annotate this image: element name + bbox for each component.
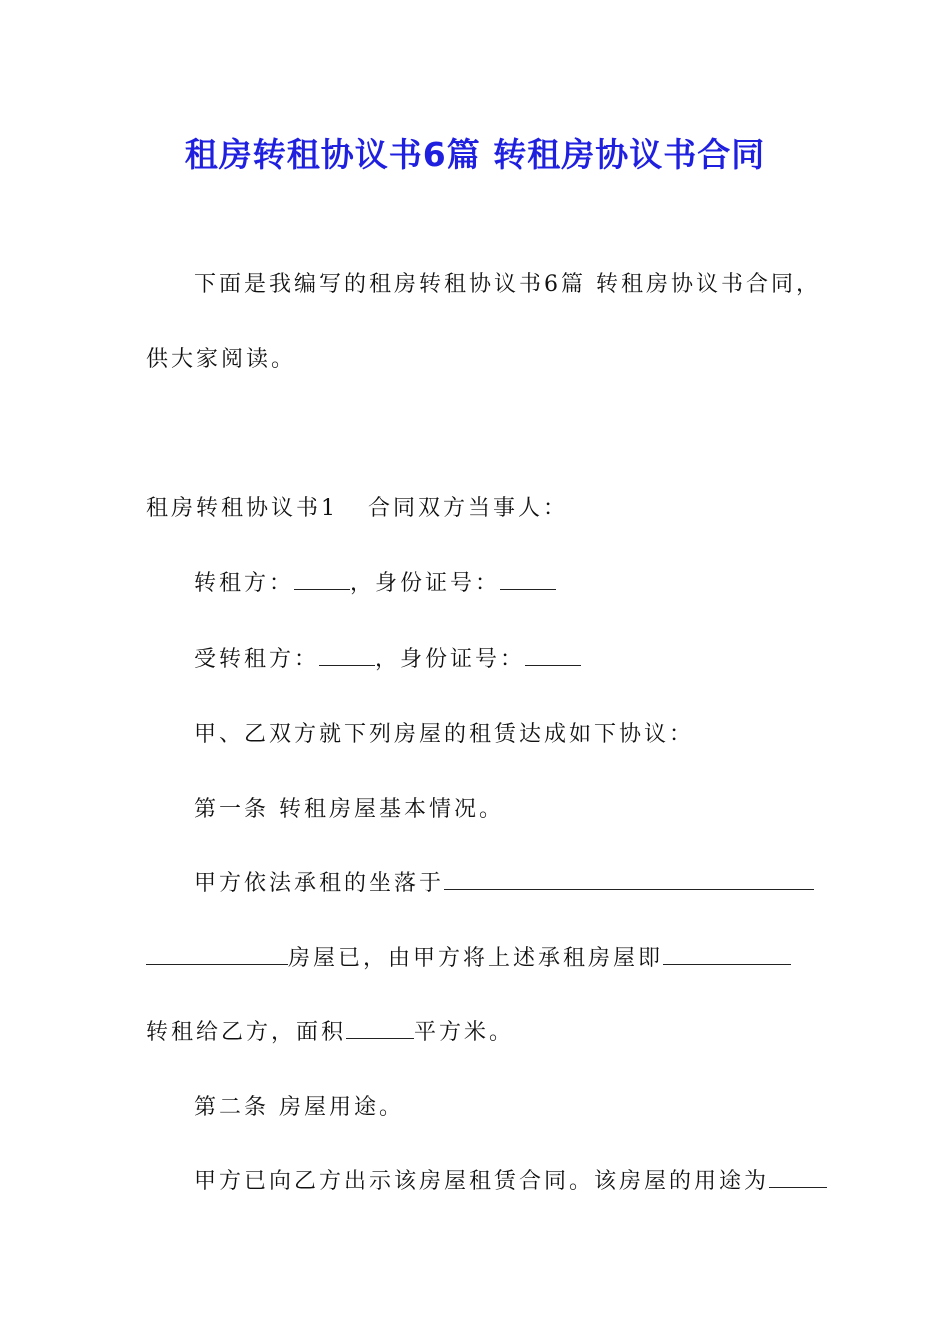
article-2-line-1 xyxy=(194,1165,858,1199)
area-blank xyxy=(346,1018,414,1039)
sublessee-name-blank xyxy=(319,645,375,666)
article-1-text-a: 甲方依法承租的坐落于 xyxy=(194,871,445,896)
article-1-text-b: 房屋已，由甲方将上述承租房屋即 xyxy=(288,946,664,971)
section-heading: 租房转租协议书1 xyxy=(146,496,338,521)
agreement-paragraph: 甲、乙双方就下列房屋的租赁达成如下协议： xyxy=(194,722,695,747)
usage-blank xyxy=(769,1167,827,1188)
sublessor-id-blank xyxy=(500,569,556,590)
sublessee-id-label: ，身份证号： xyxy=(375,647,526,672)
sublessee-id-blank xyxy=(525,645,581,666)
sublessee-label: 受转租方： xyxy=(194,647,320,672)
location-blank xyxy=(444,869,814,890)
property-blank xyxy=(663,944,791,965)
intro-line-1: 下面是我编写的租房转租协议书6篇 转租房协议书合同， xyxy=(194,272,821,297)
parties-label: 合同双方当事人： xyxy=(368,496,569,521)
article-1-line-3 xyxy=(146,1016,810,1050)
section-heading-row xyxy=(146,492,810,526)
article-1-title: 第一条 转租房屋基本情况。 xyxy=(194,797,504,822)
article-1-text-c: 转租给乙方，面积 xyxy=(146,1020,347,1045)
sublessor-row xyxy=(194,567,858,601)
article-2-text: 甲方已向乙方出示该房屋租赁合同。该房屋的用途为 xyxy=(194,1169,770,1194)
sublessor-label: 转租方： xyxy=(194,571,295,596)
location-blank-continued xyxy=(146,944,288,965)
sublessor-id-label: ，身份证号： xyxy=(350,571,501,596)
sublessee-row xyxy=(194,643,858,677)
article-2-title: 第二条 房屋用途。 xyxy=(194,1095,404,1120)
article-1-line-2 xyxy=(146,942,810,976)
intro-line-2: 供大家阅读。 xyxy=(146,347,297,372)
sublessor-name-blank xyxy=(294,569,350,590)
document-title: 租房转租协议书6篇 转租房协议书合同 xyxy=(184,135,766,174)
article-1-line-1 xyxy=(194,867,858,901)
article-1-text-d: 平方米。 xyxy=(414,1020,515,1045)
